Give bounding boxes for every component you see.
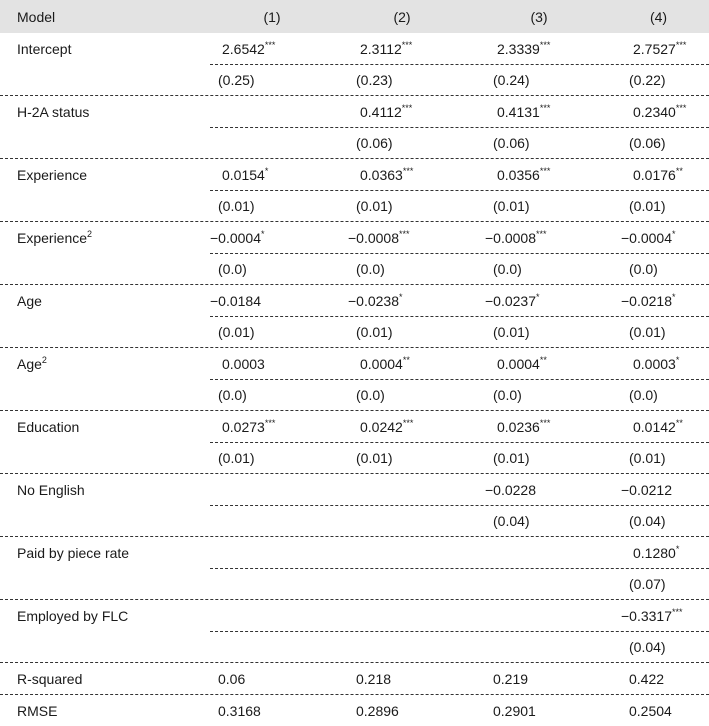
row-label xyxy=(17,293,42,309)
coef-cell-4 xyxy=(621,230,676,246)
se-row xyxy=(0,505,709,536)
row-label xyxy=(17,419,79,435)
stat-value-4: 0.422 xyxy=(629,671,665,687)
variable-group xyxy=(0,347,709,410)
header-col-2: (2) xyxy=(393,8,411,25)
coef-value: −0.0212 xyxy=(621,482,672,498)
significance-stars: ** xyxy=(675,418,683,428)
se-cell-2: (0.23) xyxy=(356,72,393,88)
row-label-text: Age xyxy=(17,356,42,372)
significance-stars: *** xyxy=(401,40,413,50)
se-row xyxy=(0,253,709,284)
header-col-4: (4) xyxy=(649,8,668,25)
row-label xyxy=(17,482,85,498)
variable-group xyxy=(0,95,709,158)
stat-value-2: 0.218 xyxy=(356,671,392,687)
significance-stars: *** xyxy=(402,418,414,428)
se-row xyxy=(0,442,709,473)
coef-cell-1 xyxy=(210,293,261,309)
coef-cell-3 xyxy=(497,356,547,372)
stat-label: RMSE xyxy=(17,703,58,719)
stat-value-3: 0.219 xyxy=(493,671,529,687)
coef-cell-4 xyxy=(621,293,676,309)
variable-group xyxy=(0,536,709,599)
coef-cell-3 xyxy=(497,419,550,435)
coef-cell-1 xyxy=(222,419,275,435)
coef-cell-4 xyxy=(633,104,686,120)
coef-value: 0.2340 xyxy=(633,104,676,120)
stat-label: R-squared xyxy=(17,671,83,687)
stat-row xyxy=(0,662,709,694)
se-cell-1: (0.25) xyxy=(218,72,255,88)
se-cell-1: (0.01) xyxy=(218,450,255,466)
coef-value: 0.0004 xyxy=(497,356,540,372)
coef-value: 0.0273 xyxy=(222,419,265,435)
coef-row xyxy=(0,474,709,505)
significance-stars: *** xyxy=(264,40,276,50)
coef-value: 0.4112 xyxy=(360,104,402,120)
stat-value-1: 0.06 xyxy=(218,671,246,687)
table-body xyxy=(0,33,709,726)
significance-stars: * xyxy=(672,229,676,239)
row-label-text: Intercept xyxy=(17,41,72,57)
coef-value: 0.0142 xyxy=(633,419,676,435)
coef-value: 0.4131 xyxy=(497,104,540,120)
significance-stars: *** xyxy=(675,103,687,113)
se-cell-4: (0.07) xyxy=(629,576,666,592)
header-col-1: (1) xyxy=(263,8,281,25)
stat-value-4: 0.2504 xyxy=(629,703,672,719)
coef-row xyxy=(0,96,709,127)
coef-cell-4 xyxy=(633,167,683,183)
coef-cell-2 xyxy=(348,230,410,246)
coef-cell-3 xyxy=(485,482,536,498)
significance-stars: * xyxy=(264,166,269,176)
coef-value: 0.0154 xyxy=(222,167,265,183)
coef-value: 2.3112 xyxy=(360,41,402,57)
se-row xyxy=(0,316,709,347)
coef-value: 0.0236 xyxy=(497,419,540,435)
coef-value: 0.0242 xyxy=(360,419,403,435)
row-label-text: Employed by FLC xyxy=(17,608,129,624)
se-cell-2: (0.01) xyxy=(356,324,393,340)
significance-stars: *** xyxy=(539,40,551,50)
se-cell-1: (0.01) xyxy=(218,198,255,214)
variable-group xyxy=(0,599,709,662)
se-cell-3: (0.04) xyxy=(493,513,530,529)
se-row xyxy=(0,127,709,158)
se-cell-4: (0.06) xyxy=(629,135,666,151)
se-cell-4: (0.01) xyxy=(629,450,666,466)
se-cell-4: (0.01) xyxy=(629,324,666,340)
significance-stars: * xyxy=(675,355,680,365)
se-cell-2: (0.0) xyxy=(356,387,385,403)
coef-row xyxy=(0,600,709,631)
se-cell-4: (0.22) xyxy=(629,72,666,88)
coef-value: 2.7527 xyxy=(633,41,676,57)
header-model: Model xyxy=(17,8,56,25)
se-cell-1: (0.0) xyxy=(218,387,247,403)
significance-stars: * xyxy=(261,229,265,239)
variable-group xyxy=(0,410,709,473)
stat-value-2: 0.2896 xyxy=(356,703,399,719)
se-cell-1: (0.01) xyxy=(218,324,255,340)
se-cell-2: (0.01) xyxy=(356,450,393,466)
coef-cell-2 xyxy=(360,419,413,435)
se-row xyxy=(0,568,709,599)
row-label xyxy=(17,104,89,120)
row-label-text: No English xyxy=(17,482,85,498)
significance-stars: ** xyxy=(675,166,683,176)
significance-stars: *** xyxy=(399,229,410,239)
coef-value: −0.0184 xyxy=(210,293,261,309)
coef-row xyxy=(0,222,709,253)
row-label-text: Experience xyxy=(17,230,88,246)
row-label-text: Age xyxy=(17,293,42,309)
significance-stars: *** xyxy=(264,418,276,428)
significance-stars: *** xyxy=(539,418,551,428)
significance-stars: *** xyxy=(672,607,683,617)
coef-value: 0.1280 xyxy=(633,545,676,561)
coef-cell-2 xyxy=(360,41,412,57)
significance-stars: * xyxy=(399,292,403,302)
coef-cell-3 xyxy=(497,104,550,120)
variable-group xyxy=(0,221,709,284)
significance-stars: *** xyxy=(536,229,547,239)
coef-value: −0.0008 xyxy=(485,230,536,246)
se-cell-1: (0.0) xyxy=(218,261,247,277)
row-label xyxy=(17,545,129,561)
se-cell-3: (0.01) xyxy=(493,324,530,340)
coef-cell-4 xyxy=(633,41,686,57)
row-label-text: Paid by piece rate xyxy=(17,545,130,561)
coef-value: 0.0003 xyxy=(222,356,265,372)
coef-value: 0.0003 xyxy=(633,356,676,372)
row-label xyxy=(17,230,92,246)
coef-cell-1 xyxy=(210,230,265,246)
coef-value: 2.3339 xyxy=(497,41,540,57)
se-row xyxy=(0,631,709,662)
significance-stars: *** xyxy=(675,40,687,50)
coef-value: −0.0004 xyxy=(621,230,672,246)
coef-row xyxy=(0,285,709,316)
se-cell-4: (0.04) xyxy=(629,513,666,529)
se-row xyxy=(0,64,709,95)
se-cell-3: (0.06) xyxy=(493,135,530,151)
row-label xyxy=(17,167,87,183)
stat-value-1: 0.3168 xyxy=(218,703,261,719)
coef-cell-1 xyxy=(222,167,268,183)
variable-group xyxy=(0,33,709,95)
stat-row xyxy=(0,694,709,726)
coef-cell-1 xyxy=(222,41,275,57)
significance-stars: *** xyxy=(539,166,551,176)
coef-cell-4 xyxy=(621,482,672,498)
se-cell-4: (0.01) xyxy=(629,198,666,214)
row-label-text: Experience xyxy=(17,167,88,183)
table-header xyxy=(0,0,709,33)
row-label-text: H-2A status xyxy=(17,104,90,120)
coef-value: −0.0238 xyxy=(348,293,399,309)
coef-value: 2.6542 xyxy=(222,41,265,57)
coef-cell-4 xyxy=(633,419,683,435)
coef-row xyxy=(0,348,709,379)
coef-cell-3 xyxy=(485,293,540,309)
coef-value: 0.0004 xyxy=(360,356,403,372)
se-cell-4: (0.0) xyxy=(629,387,658,403)
row-label-superscript: 2 xyxy=(41,355,47,365)
row-label xyxy=(17,41,71,57)
se-cell-3: (0.0) xyxy=(493,261,522,277)
variable-group xyxy=(0,158,709,221)
coef-cell-3 xyxy=(497,167,550,183)
se-cell-4: (0.0) xyxy=(629,261,658,277)
significance-stars: ** xyxy=(539,355,547,365)
se-cell-3: (0.0) xyxy=(493,387,522,403)
coef-cell-3 xyxy=(497,41,550,57)
significance-stars: ** xyxy=(402,355,410,365)
coef-cell-4 xyxy=(633,356,679,372)
significance-stars: * xyxy=(536,292,540,302)
coef-cell-4 xyxy=(633,545,679,561)
header-col-3: (3) xyxy=(530,8,548,25)
coef-cell-3 xyxy=(485,230,547,246)
significance-stars: * xyxy=(675,544,680,554)
coef-cell-2 xyxy=(360,104,412,120)
coef-value: −0.0008 xyxy=(348,230,399,246)
coef-value: −0.0228 xyxy=(485,482,536,498)
variable-group xyxy=(0,284,709,347)
se-cell-3: (0.01) xyxy=(493,450,530,466)
coef-row xyxy=(0,411,709,442)
significance-stars: *** xyxy=(539,103,551,113)
se-cell-2: (0.01) xyxy=(356,198,393,214)
se-row xyxy=(0,190,709,221)
se-cell-2: (0.06) xyxy=(356,135,393,151)
coef-row xyxy=(0,159,709,190)
coef-row xyxy=(0,537,709,568)
coef-cell-2 xyxy=(348,293,403,309)
coef-value: −0.3317 xyxy=(621,608,672,624)
stat-value-3: 0.2901 xyxy=(493,703,536,719)
coef-value: −0.0237 xyxy=(485,293,536,309)
coef-value: −0.0218 xyxy=(621,293,672,309)
coef-row xyxy=(0,33,709,64)
significance-stars: *** xyxy=(401,103,413,113)
variable-group xyxy=(0,473,709,536)
se-cell-3: (0.01) xyxy=(493,198,530,214)
coef-cell-4 xyxy=(621,608,683,624)
coef-value: −0.0004 xyxy=(210,230,261,246)
row-label xyxy=(17,608,128,624)
row-label-text: Education xyxy=(17,419,80,435)
coef-value: 0.0356 xyxy=(497,167,540,183)
coef-value: 0.0363 xyxy=(360,167,403,183)
se-row xyxy=(0,379,709,410)
coef-cell-2 xyxy=(360,356,410,372)
coef-cell-2 xyxy=(360,167,413,183)
se-cell-3: (0.24) xyxy=(493,72,530,88)
se-cell-2: (0.0) xyxy=(356,261,385,277)
significance-stars: *** xyxy=(402,166,414,176)
row-label xyxy=(17,356,47,372)
coef-cell-1 xyxy=(222,356,265,372)
se-cell-4: (0.04) xyxy=(629,639,666,655)
row-label-superscript: 2 xyxy=(87,229,93,239)
significance-stars: * xyxy=(672,292,676,302)
coef-value: 0.0176 xyxy=(633,167,676,183)
